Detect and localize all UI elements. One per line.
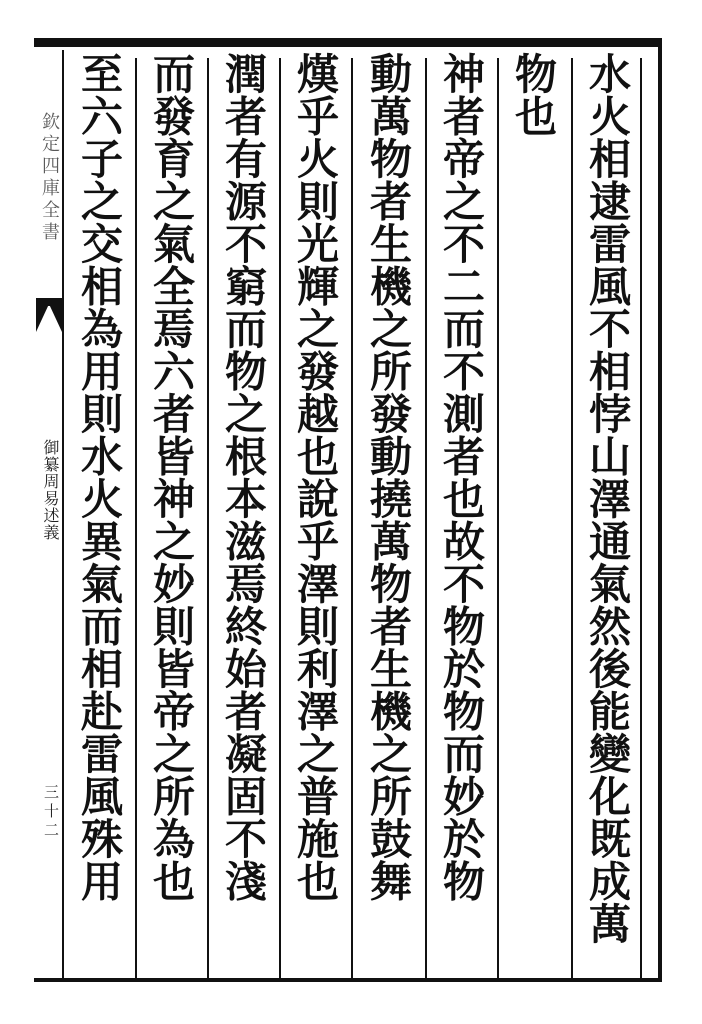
text-column-7: 而發育之氣全焉六者皆神之妙則皆帝之所為也 — [147, 52, 196, 902]
fishtail-mark — [36, 304, 62, 332]
text-column-6: 潤者有源不窮而物之根本滋焉終始者凝固不淺 — [219, 52, 268, 902]
column-rule — [207, 58, 209, 978]
text-column-5: 熯乎火則光輝之發越也說乎澤則利澤之普施也 — [291, 52, 340, 902]
text-column-3: 神者帝之不二而不測者也故不物於物而妙於物 — [437, 52, 486, 902]
column-rule — [497, 58, 499, 978]
text-column-1: 水火相逮雷風不相悖山澤通氣然後能變化既成萬 — [583, 52, 632, 945]
text-column-2: 物也 — [509, 52, 558, 137]
frame-bottom-border — [34, 978, 662, 982]
column-rule — [571, 58, 573, 978]
text-column-8: 至六子之交相為用則水火異氣而相赴雷風殊用 — [75, 52, 124, 902]
margin-divider — [62, 50, 64, 978]
margin-collection-title: 欽定四庫全書 — [39, 112, 60, 244]
column-rule — [279, 58, 281, 978]
frame-inner-right-border — [640, 58, 642, 980]
frame-right-border — [658, 38, 662, 982]
column-rule — [351, 58, 353, 978]
column-rule — [425, 58, 427, 978]
margin-book-title: 御纂周易述義 — [41, 439, 60, 541]
frame-top-border — [34, 38, 662, 47]
margin-page-number: 三十二 — [42, 783, 60, 841]
text-column-4: 動萬物者生機之所發動撓萬物者生機之所鼓舞 — [364, 52, 413, 902]
column-rule — [135, 58, 137, 978]
